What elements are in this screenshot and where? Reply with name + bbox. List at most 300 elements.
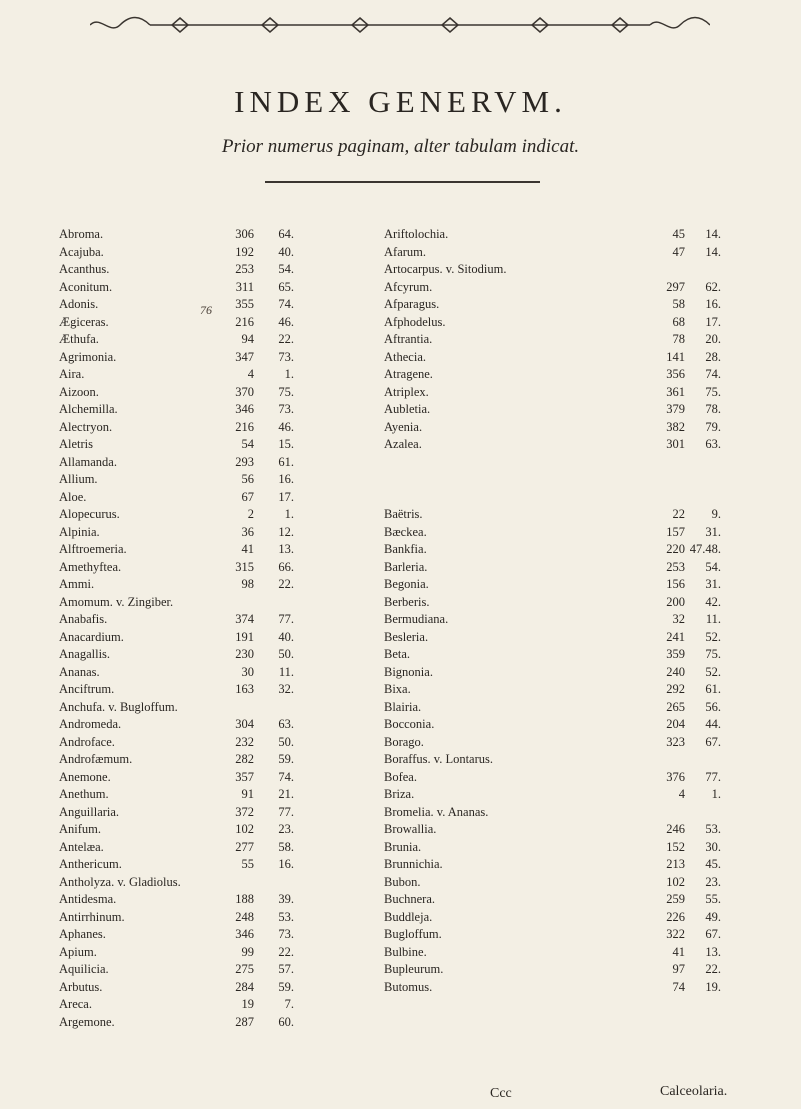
- plate-number: 61.: [278, 454, 294, 469]
- index-entry: [59, 611, 389, 629]
- plate-number: 73.: [278, 349, 294, 364]
- genus-name: Allium.: [59, 472, 98, 486]
- genus-name: Bulbine.: [384, 944, 427, 959]
- plate-number: 14.: [705, 244, 721, 259]
- page-number: 200: [666, 594, 685, 609]
- page-number: 322: [666, 927, 685, 941]
- plate-number: 13.: [705, 944, 721, 959]
- page-number: 220: [666, 542, 685, 556]
- index-entry: [59, 786, 389, 804]
- genus-name: Ariftolochia.: [384, 227, 449, 241]
- index-entry: [384, 821, 755, 839]
- index-entry: [59, 979, 389, 997]
- plate-number: 50.: [278, 734, 294, 749]
- plate-number: 52.: [705, 629, 721, 644]
- genus-name: Anifum.: [59, 822, 102, 836]
- genus-name: Bromelia. v. Ananas.: [384, 804, 489, 819]
- page-number: 55: [241, 857, 254, 871]
- index-entry: [384, 961, 755, 979]
- genus-name: Atragene.: [384, 367, 433, 381]
- page-number: 68: [672, 314, 685, 329]
- plate-number: 59.: [278, 752, 294, 766]
- genus-name: Alopecurus.: [59, 507, 120, 521]
- genus-name: Boraffus. v. Lontarus.: [384, 752, 494, 766]
- genus-name: Athecia.: [384, 349, 426, 364]
- index-entry: [59, 244, 389, 262]
- page-number: 94: [241, 332, 254, 346]
- plate-number: 22.: [278, 577, 294, 591]
- genus-name: Alftroemeria.: [59, 542, 127, 556]
- plate-number: 66.: [278, 559, 294, 574]
- genus-name: Aphanes.: [59, 927, 106, 941]
- plate-number: 16.: [278, 472, 294, 486]
- page-number: 47: [672, 244, 685, 259]
- genus-name: Besleria.: [384, 629, 429, 644]
- genus-name: Antelæa.: [59, 839, 104, 854]
- genus-name: Beta.: [384, 647, 411, 661]
- plate-number: 17.: [278, 489, 294, 504]
- plate-number: 32.: [278, 682, 294, 696]
- index-entry: [59, 419, 389, 437]
- index-entry: [59, 996, 389, 1014]
- page-number: 41: [241, 542, 254, 556]
- page-number: 41: [672, 944, 685, 959]
- plate-number: 31.: [705, 577, 721, 591]
- page-number: 213: [666, 857, 685, 871]
- genus-name: Anacardium.: [59, 629, 124, 644]
- genus-name: Allamanda.: [59, 454, 117, 469]
- genus-name: Anthericum.: [59, 857, 122, 871]
- genus-name: Afphodelus.: [384, 314, 446, 329]
- plate-number: 77.: [278, 804, 294, 819]
- plate-number: 49.: [705, 909, 721, 924]
- index-entry: [59, 349, 389, 367]
- genus-name: Bignonia.: [384, 664, 433, 679]
- genus-name: Alchemilla.: [59, 402, 118, 416]
- plate-number: 1.: [284, 507, 294, 521]
- page-number: 304: [235, 717, 254, 731]
- index-entry: [384, 856, 755, 874]
- plate-number: 16.: [278, 857, 294, 871]
- index-entry: [59, 646, 389, 664]
- genus-name: Bocconia.: [384, 717, 435, 731]
- page-number: 230: [235, 647, 254, 661]
- page-number: 58: [672, 297, 685, 311]
- page-number: 19: [241, 997, 254, 1011]
- genus-name: Baëtris.: [384, 507, 423, 521]
- page-number: 382: [666, 419, 685, 434]
- index-entry: [384, 664, 755, 682]
- index-entry: [59, 524, 389, 542]
- plate-number: 46.: [278, 419, 294, 434]
- plate-number: 57.: [278, 962, 294, 976]
- genus-name: Ammi.: [59, 577, 95, 591]
- plate-number: 54.: [278, 262, 294, 276]
- plate-number: 20.: [705, 332, 721, 346]
- genus-name: Bankfia.: [384, 542, 427, 556]
- plate-number: 46.: [278, 314, 294, 329]
- genus-name: Antholyza. v. Gladiolus.: [59, 874, 181, 889]
- plate-number: 53.: [278, 909, 294, 924]
- page-number: 32: [672, 612, 685, 626]
- index-entry: [59, 699, 389, 717]
- page-number: 372: [235, 804, 254, 819]
- plate-number: 22.: [705, 962, 721, 976]
- handwritten-annotation: 76: [200, 303, 212, 317]
- genus-name: Antirrhinum.: [59, 909, 125, 924]
- index-entry: [384, 261, 755, 279]
- genus-name: Anciftrum.: [59, 682, 115, 696]
- index-entry: [384, 506, 755, 524]
- plate-number: 42.: [705, 594, 721, 609]
- plate-number: 16.: [705, 297, 721, 311]
- page-number: 315: [235, 559, 254, 574]
- page-number: 188: [235, 892, 254, 906]
- plate-number: 65.: [278, 279, 294, 294]
- genus-name: Brunia.: [384, 839, 422, 854]
- index-entry: [384, 804, 755, 822]
- index-entry: [384, 436, 755, 454]
- plate-number: 50.: [278, 647, 294, 661]
- page-number: 152: [666, 839, 685, 854]
- page-number: 232: [235, 734, 254, 749]
- genus-name: Aftrantia.: [384, 332, 433, 346]
- page-number: 156: [666, 577, 685, 591]
- index-entry: [59, 681, 389, 699]
- page-number: 301: [666, 437, 685, 451]
- plate-number: 17.: [705, 314, 721, 329]
- plate-number: 11.: [278, 664, 294, 679]
- genus-name: Andromeda.: [59, 717, 122, 731]
- index-entry: [384, 349, 755, 367]
- signature-mark: Ccc: [490, 1086, 512, 1101]
- index-entry: [59, 751, 389, 769]
- plate-number: 79.: [705, 419, 721, 434]
- index-entry: [384, 926, 755, 944]
- plate-number: 74.: [705, 367, 721, 381]
- plate-number: 54.: [705, 559, 721, 574]
- page-number: 192: [235, 244, 254, 259]
- index-entry: [384, 769, 755, 787]
- plate-number: 63.: [705, 437, 721, 451]
- left-index-column: [59, 226, 389, 1031]
- page-number: 74: [672, 979, 685, 994]
- page-number: 246: [666, 822, 685, 836]
- plate-number: 23.: [278, 822, 294, 836]
- genus-name: Anguillaria.: [59, 804, 120, 819]
- plate-number: 53.: [705, 822, 721, 836]
- index-entry: [384, 891, 755, 909]
- plate-number: 23.: [705, 874, 721, 889]
- index-entry: [59, 856, 389, 874]
- genus-name: Acajuba.: [59, 244, 104, 259]
- index-entry: [384, 979, 755, 997]
- page-number: 30: [241, 664, 254, 679]
- index-entry: [59, 594, 389, 612]
- right-index-column: [384, 226, 755, 996]
- page-number: 323: [666, 734, 685, 749]
- page-number: 216: [235, 314, 254, 329]
- page-number: 376: [666, 769, 685, 784]
- index-entry: [384, 226, 755, 244]
- genus-name: Alectryon.: [59, 419, 113, 434]
- plate-number: 59.: [278, 979, 294, 994]
- index-entry: [59, 489, 389, 507]
- plate-number: 75.: [705, 384, 721, 399]
- page-number: 292: [666, 682, 685, 696]
- page-number: 45: [672, 227, 685, 241]
- index-entry: [384, 384, 755, 402]
- page-number: 355: [235, 297, 254, 311]
- plate-number: 73.: [278, 402, 294, 416]
- genus-name: Buchnera.: [384, 892, 436, 906]
- plate-number: 78.: [705, 402, 721, 416]
- page-number: 361: [666, 384, 685, 399]
- page-number: 248: [235, 909, 254, 924]
- plate-number: 55.: [705, 892, 721, 906]
- page-number: 99: [241, 944, 254, 959]
- page-number: 374: [235, 612, 254, 626]
- index-entry: [384, 489, 755, 507]
- page-number: 98: [241, 577, 254, 591]
- plate-number: 62.: [705, 279, 721, 294]
- genus-name: Amethyftea.: [59, 559, 122, 574]
- index-entry: [384, 699, 755, 717]
- page-number: 54: [241, 437, 254, 451]
- index-entry: [384, 296, 755, 314]
- plate-number: 28.: [705, 349, 721, 364]
- page-number: 347: [235, 349, 254, 364]
- page-number: 4: [678, 787, 685, 801]
- genus-name: Anchufa. v. Bugloffum.: [59, 699, 178, 714]
- index-entry: [59, 296, 389, 314]
- page-number: 306: [235, 227, 254, 241]
- index-entry: [59, 279, 389, 297]
- genus-name: Bermudiana.: [384, 612, 449, 626]
- page-number: 204: [666, 717, 685, 731]
- genus-name: Berberis.: [384, 594, 430, 609]
- genus-name: Anagallis.: [59, 647, 111, 661]
- index-entry: [59, 454, 389, 472]
- genus-name: Acanthus.: [59, 262, 110, 276]
- page-number: 346: [235, 927, 254, 941]
- genus-name: Aletris: [59, 437, 94, 451]
- genus-name: Aizoon.: [59, 384, 99, 399]
- page-number: 277: [235, 839, 254, 854]
- plate-number: 21.: [278, 787, 294, 801]
- index-entry: [384, 681, 755, 699]
- plate-number: 67.: [705, 734, 721, 749]
- genus-name: Argemone.: [59, 1014, 115, 1029]
- index-entry: [59, 576, 389, 594]
- plate-number: 58.: [278, 839, 294, 854]
- index-entry: [59, 559, 389, 577]
- genus-name: Anethum.: [59, 787, 109, 801]
- genus-name: Bofea.: [384, 769, 417, 784]
- index-entry: [384, 419, 755, 437]
- index-entry: [59, 541, 389, 559]
- index-entry: [384, 454, 755, 472]
- plate-number: 63.: [278, 717, 294, 731]
- index-entry: [59, 314, 389, 332]
- genus-name: Begonia.: [384, 577, 429, 591]
- plate-number: 77.: [705, 769, 721, 784]
- genus-name: Butomus.: [384, 979, 433, 994]
- genus-name: Anabafis.: [59, 612, 108, 626]
- plate-number: 75.: [278, 384, 294, 399]
- genus-name: Ananas.: [59, 664, 100, 679]
- plate-number: 56.: [705, 699, 721, 714]
- plate-number: 67.: [705, 927, 721, 941]
- index-entry: [384, 524, 755, 542]
- plate-number: 22.: [278, 944, 294, 959]
- genus-name: Antidesma.: [59, 892, 117, 906]
- page-number: 356: [666, 367, 685, 381]
- page-number: 284: [235, 979, 254, 994]
- plate-number: 19.: [705, 979, 721, 994]
- index-entry: [384, 611, 755, 629]
- genus-name: Ayenia.: [384, 419, 423, 434]
- genus-name: Bixa.: [384, 682, 411, 696]
- genus-name: Androface.: [59, 734, 115, 749]
- genus-name: Bubon.: [384, 874, 421, 889]
- index-entry: [59, 261, 389, 279]
- catchword: Calceolaria.: [660, 1084, 728, 1099]
- page-number: 22: [672, 507, 685, 521]
- plate-number: 74.: [278, 769, 294, 784]
- title-rule: [265, 181, 540, 183]
- genus-name: Aquilicia.: [59, 962, 109, 976]
- page-number: 191: [235, 629, 254, 644]
- plate-number: 64.: [278, 227, 294, 241]
- page-number: 78: [672, 332, 685, 346]
- genus-name: Afparagus.: [384, 297, 440, 311]
- index-entry: [384, 751, 755, 769]
- index-entry: [384, 471, 755, 489]
- genus-name: Agrimonia.: [59, 349, 117, 364]
- genus-name: Bæckea.: [384, 524, 427, 539]
- index-subtitle: Prior numerus paginam, alter tabulam indicat.: [221, 136, 580, 157]
- genus-name: Artocarpus. v. Sitodium.: [384, 262, 507, 276]
- index-entry: [384, 576, 755, 594]
- page-number: 357: [235, 769, 254, 784]
- genus-name: Briza.: [384, 787, 415, 801]
- genus-name: Browallia.: [384, 822, 437, 836]
- index-entry: [59, 384, 389, 402]
- index-entry: [384, 874, 755, 892]
- index-entry: [59, 629, 389, 647]
- page-number: 4: [247, 367, 254, 381]
- index-entry: [59, 891, 389, 909]
- index-entry: [384, 839, 755, 857]
- page-number: 370: [235, 384, 254, 399]
- genus-name: Æthufa.: [59, 332, 99, 346]
- index-entry: [59, 821, 389, 839]
- genus-name: Aloe.: [59, 489, 87, 504]
- index-entry: [59, 804, 389, 822]
- page-number: 56: [241, 472, 254, 486]
- page-number: 157: [666, 524, 685, 539]
- page-number: 311: [235, 279, 254, 294]
- genus-name: Blairia.: [384, 699, 422, 714]
- genus-name: Atriplex.: [384, 384, 429, 399]
- page-number: 240: [666, 664, 685, 679]
- genus-name: Alpinia.: [59, 524, 100, 539]
- plate-number: 9.: [711, 507, 721, 521]
- plate-number: 73.: [278, 927, 294, 941]
- page-number: 102: [235, 822, 254, 836]
- index-entry: [384, 366, 755, 384]
- plate-number: 13.: [278, 542, 294, 556]
- page-number: 226: [666, 909, 685, 924]
- plate-number: 22.: [278, 332, 294, 346]
- genus-name: Afcyrum.: [384, 279, 433, 294]
- plate-number: 61.: [705, 682, 721, 696]
- index-entry: [384, 594, 755, 612]
- plate-number: 60.: [278, 1014, 294, 1029]
- index-entry: [384, 331, 755, 349]
- index-entry: [59, 716, 389, 734]
- page-number: 67: [241, 489, 254, 504]
- index-entry: [384, 314, 755, 332]
- genus-name: Azalea.: [384, 437, 422, 451]
- index-entry: [384, 646, 755, 664]
- genus-name: Abroma.: [59, 227, 104, 241]
- plate-number: 1.: [711, 787, 721, 801]
- genus-name: Adonis.: [59, 297, 99, 311]
- plate-number: 52.: [705, 664, 721, 679]
- index-entry: [59, 839, 389, 857]
- page-number: 282: [235, 752, 254, 766]
- index-entry: [384, 786, 755, 804]
- index-entry: [59, 471, 389, 489]
- index-entry: [59, 331, 389, 349]
- index-entry: [384, 279, 755, 297]
- page-number: 97: [672, 962, 685, 976]
- page-number: 253: [235, 262, 254, 276]
- index-title: INDEX GENERVM.: [234, 84, 567, 119]
- page-number: 102: [666, 874, 685, 889]
- page-number: 346: [235, 402, 254, 416]
- genus-name: Aira.: [59, 367, 85, 381]
- index-entry: [59, 436, 389, 454]
- index-entry: [384, 944, 755, 962]
- page-number: 163: [235, 682, 254, 696]
- page-number: 2: [247, 507, 254, 521]
- genus-name: Afarum.: [384, 244, 426, 259]
- plate-number: 1.: [284, 367, 294, 381]
- index-entry: [59, 1014, 389, 1032]
- index-entry: [384, 734, 755, 752]
- index-entry: [384, 541, 755, 559]
- index-entry: [59, 874, 389, 892]
- index-entry: [59, 366, 389, 384]
- plate-number: 7.: [284, 997, 294, 1011]
- genus-name: Androfæmum.: [59, 752, 133, 766]
- page-number: 297: [666, 279, 685, 294]
- genus-name: Aubletia.: [384, 402, 431, 416]
- plate-number: 14.: [705, 227, 721, 241]
- genus-name: Bupleurum.: [384, 962, 444, 976]
- page-number: 91: [241, 787, 254, 801]
- plate-number: 15.: [278, 437, 294, 451]
- page-number: 275: [235, 962, 254, 976]
- plate-number: 77.: [278, 612, 294, 626]
- index-entry: [384, 401, 755, 419]
- page-number: 265: [666, 699, 685, 714]
- genus-name: Apium.: [59, 944, 97, 959]
- index-entry: [59, 506, 389, 524]
